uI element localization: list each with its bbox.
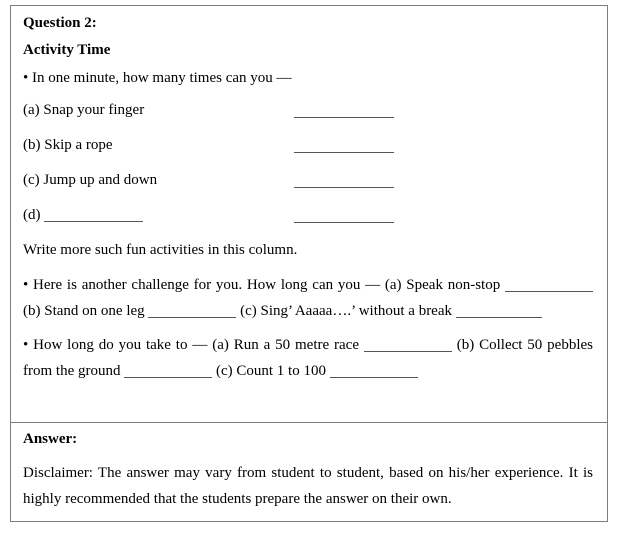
answer-disclaimer-text: Disclaimer: The answer may vary from student to student, based on his/her experience. It is highly recommended that the students prepare the answer on their own. [23, 465, 593, 507]
activity-time-heading: Activity Time [23, 42, 111, 58]
activity-note: Write more such fun activities in this column. [23, 242, 298, 258]
worksheet-box [10, 5, 608, 522]
question-section [11, 6, 607, 422]
challenge-blank-c[interactable] [456, 317, 542, 318]
answer-section [11, 422, 607, 512]
challenge-text-part1: • Here is another challenge for you. How long can you — (a) Speak non-stop [23, 277, 501, 293]
challenge-blank-b[interactable] [148, 317, 236, 318]
activity-label-d-wrap [23, 208, 294, 223]
question-heading: Question 2: [23, 15, 97, 31]
answer-heading: Answer: [23, 431, 78, 447]
duration-text-part1: • How long do you take to — (a) Run a 50 metre race [23, 337, 359, 353]
duration-blank-b[interactable] [124, 377, 212, 378]
activity-prompt: • In one minute, how many times can you — [23, 70, 292, 86]
activity-row [23, 138, 593, 153]
duration-blank-a[interactable] [364, 351, 452, 352]
activity-row [23, 208, 593, 223]
challenge-paragraph [23, 272, 593, 324]
challenge-text-part3: (c) Sing’ Aaaaa….’ without a break [240, 303, 453, 319]
activity-answer-blank-b[interactable] [294, 151, 394, 153]
activity-label-a: (a) Snap your finger [23, 102, 145, 118]
activity-row [23, 103, 593, 118]
duration-text-part3: (c) Count 1 to 100 [215, 363, 326, 379]
activity-answer-blank-c[interactable] [294, 186, 394, 188]
challenge-text-part2: (b) Stand on one leg [23, 303, 145, 319]
activity-label-c: (c) Jump up and down [23, 172, 158, 188]
activity-label-d: (d) [23, 207, 41, 223]
activity-answer-blank-d[interactable] [294, 221, 394, 223]
activity-label-b: (b) Skip a rope [23, 137, 113, 153]
duration-paragraph [23, 332, 593, 384]
challenge-blank-a[interactable] [505, 291, 593, 292]
duration-blank-c[interactable] [330, 377, 418, 378]
activity-answer-blank-a[interactable] [294, 116, 394, 118]
duration-text-part2: (b) Collect 50 pebbles from the ground [23, 337, 593, 379]
activity-row [23, 173, 593, 188]
activity-name-blank-d[interactable] [44, 221, 143, 222]
